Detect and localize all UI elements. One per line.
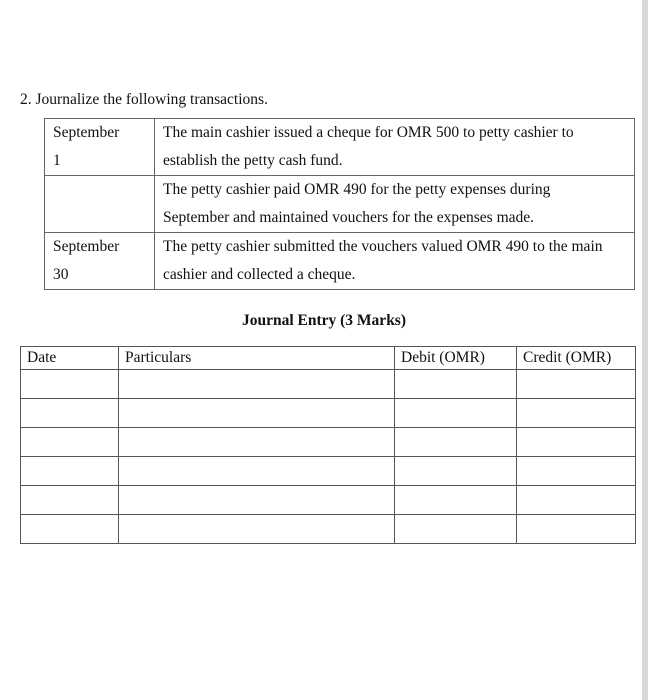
cell-particulars (119, 486, 395, 515)
transaction-description-line: cashier and collected a cheque. (163, 266, 356, 283)
cell-date (21, 370, 119, 399)
transaction-description-line: The main cashier issued a cheque for OMR 500 to petty cashier to (163, 124, 574, 141)
journal-header-row (21, 347, 636, 370)
cell-date (21, 515, 119, 544)
transaction-date (45, 119, 155, 176)
cell-debit (395, 370, 517, 399)
cell-credit (517, 370, 636, 399)
page-edge-scrollbar (642, 0, 648, 700)
transaction-description-line: The petty cashier paid OMR 490 for the petty expenses during (163, 181, 551, 198)
journal-row (21, 457, 636, 486)
transactions-table (44, 118, 635, 290)
transaction-description-line: establish the petty cash fund. (163, 152, 343, 169)
cell-credit (517, 486, 636, 515)
journal-row (21, 399, 636, 428)
cell-date (21, 428, 119, 457)
transaction-description (155, 176, 635, 233)
cell-date (21, 457, 119, 486)
transaction-date (45, 233, 155, 290)
journal-row (21, 515, 636, 544)
header-date: Date (21, 347, 119, 370)
journal-row (21, 370, 636, 399)
header-particulars: Particulars (119, 347, 395, 370)
cell-credit (517, 428, 636, 457)
cell-debit (395, 457, 517, 486)
cell-particulars (119, 457, 395, 486)
cell-debit (395, 428, 517, 457)
cell-credit (517, 515, 636, 544)
cell-particulars (119, 515, 395, 544)
transaction-row (45, 176, 635, 233)
cell-date (21, 399, 119, 428)
transaction-date-month: September (53, 124, 120, 141)
transaction-row (45, 119, 635, 176)
journal-body (21, 370, 636, 544)
question-heading: 2. Journalize the following transactions. (20, 91, 268, 108)
cell-date (21, 486, 119, 515)
cell-particulars (119, 370, 395, 399)
cell-credit (517, 399, 636, 428)
transaction-description (155, 233, 635, 290)
transaction-date (45, 176, 155, 233)
header-debit: Debit (OMR) (395, 347, 517, 370)
transaction-description-line: The petty cashier submitted the vouchers valued OMR 490 to the main (163, 238, 603, 255)
journal-row (21, 428, 636, 457)
transaction-description-line: September and maintained vouchers for the expenses made. (163, 209, 535, 226)
transaction-date-month: September (53, 238, 120, 255)
transaction-description (155, 119, 635, 176)
cell-debit (395, 515, 517, 544)
cell-particulars (119, 428, 395, 457)
cell-particulars (119, 399, 395, 428)
transaction-date-day: 1 (53, 152, 61, 169)
transaction-date-day: 30 (53, 266, 69, 283)
transaction-row (45, 233, 635, 290)
cell-credit (517, 457, 636, 486)
cell-debit (395, 399, 517, 428)
journal-entry-table (20, 346, 636, 544)
cell-debit (395, 486, 517, 515)
journal-row (21, 486, 636, 515)
journal-entry-title: Journal Entry (3 Marks) (241, 312, 407, 329)
header-credit: Credit (OMR) (517, 347, 636, 370)
